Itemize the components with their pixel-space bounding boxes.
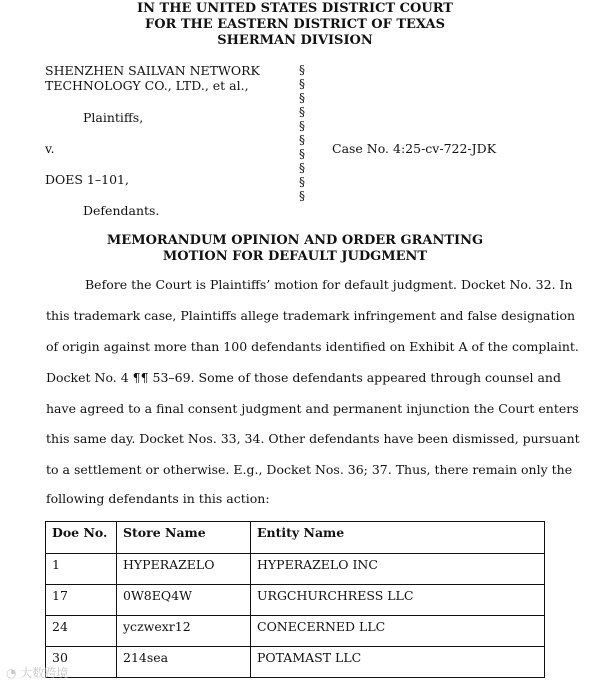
doe-no-cell: 1 bbox=[46, 554, 117, 585]
versus: v. bbox=[45, 141, 55, 156]
section-symbol: § bbox=[299, 189, 305, 203]
entity-name-cell: CONECERNED LLC bbox=[251, 616, 545, 647]
header-store-name: Store Name bbox=[117, 522, 251, 554]
doe-no-cell: 17 bbox=[46, 585, 117, 616]
watermark-text: 大数跨境 bbox=[20, 666, 69, 680]
section-symbol: § bbox=[299, 91, 305, 105]
table-row bbox=[46, 647, 545, 678]
watermark-icon: ◔ bbox=[6, 666, 21, 680]
plaintiffs-label: Plaintiffs, bbox=[83, 110, 144, 125]
section-symbol: § bbox=[299, 119, 305, 133]
body-line: have agreed to a final consent judgment and permanent injunction the Court enters bbox=[46, 401, 579, 416]
table-row bbox=[46, 616, 545, 647]
section-symbol: § bbox=[299, 105, 305, 119]
body-line: to a settlement or otherwise. E.g., Docket Nos. 36; 37. Thus, there remain only the bbox=[46, 462, 573, 477]
entity-name-cell: URGCHURCHRESS LLC bbox=[251, 585, 545, 616]
memo-title-line-2: MOTION FOR DEFAULT JUDGMENT bbox=[162, 249, 428, 264]
entity-name-cell: POTAMAST LLC bbox=[251, 647, 545, 678]
doe-no-cell: 24 bbox=[46, 616, 117, 647]
defendants-label: Defendants. bbox=[83, 203, 160, 218]
table-header-row bbox=[46, 522, 545, 554]
body-line: of origin against more than 100 defendants identified on Exhibit A of the complaint. bbox=[46, 339, 579, 354]
defendants-table bbox=[45, 521, 545, 678]
table-row bbox=[46, 585, 545, 616]
plaintiff-name-line-1: SHENZHEN SAILVAN NETWORK bbox=[45, 63, 260, 78]
court-name-line-1: IN THE UNITED STATES DISTRICT COURT bbox=[137, 1, 453, 16]
store-name-cell: 0W8EQ4W bbox=[117, 585, 251, 616]
section-symbol: § bbox=[299, 161, 305, 175]
court-division: SHERMAN DIVISION bbox=[217, 33, 373, 48]
body-line: this same day. Docket Nos. 33, 34. Other defendants have been dismissed, pursuant bbox=[46, 431, 580, 446]
section-symbol: § bbox=[299, 133, 305, 147]
store-name-cell: HYPERAZELO bbox=[117, 554, 251, 585]
watermark-logo bbox=[6, 664, 68, 681]
section-symbol-column bbox=[299, 63, 305, 203]
section-symbol: § bbox=[299, 63, 305, 77]
body-line: this trademark case, Plaintiffs allege trademark infringement and false designation bbox=[46, 308, 576, 323]
entity-name-cell: HYPERAZELO INC bbox=[251, 554, 545, 585]
section-symbol: § bbox=[299, 175, 305, 189]
doe-no-cell: 30 bbox=[46, 647, 117, 678]
plaintiff-name-line-2: TECHNOLOGY CO., LTD., et al., bbox=[45, 78, 249, 93]
body-line: Docket No. 4 ¶¶ 53–69. Some of those defendants appeared through counsel and bbox=[46, 370, 561, 385]
header-doe-no: Doe No. bbox=[46, 522, 117, 554]
section-symbol: § bbox=[299, 147, 305, 161]
store-name-cell: 214sea bbox=[117, 647, 251, 678]
section-symbol: § bbox=[299, 77, 305, 91]
header-entity-name: Entity Name bbox=[251, 522, 545, 554]
defendant-name: DOES 1–101, bbox=[45, 172, 129, 187]
court-name-line-2: FOR THE EASTERN DISTRICT OF TEXAS bbox=[144, 17, 446, 32]
table-row bbox=[46, 554, 545, 585]
memo-title-line-1: MEMORANDUM OPINION AND ORDER GRANTING bbox=[106, 233, 484, 248]
case-number: Case No. 4:25-cv-722-JDK bbox=[332, 141, 497, 156]
body-line: Before the Court is Plaintiffs’ motion for default judgment. Docket No. 32. In bbox=[85, 277, 573, 292]
body-line: following defendants in this action: bbox=[46, 491, 270, 506]
store-name-cell: yczwexr12 bbox=[117, 616, 251, 647]
